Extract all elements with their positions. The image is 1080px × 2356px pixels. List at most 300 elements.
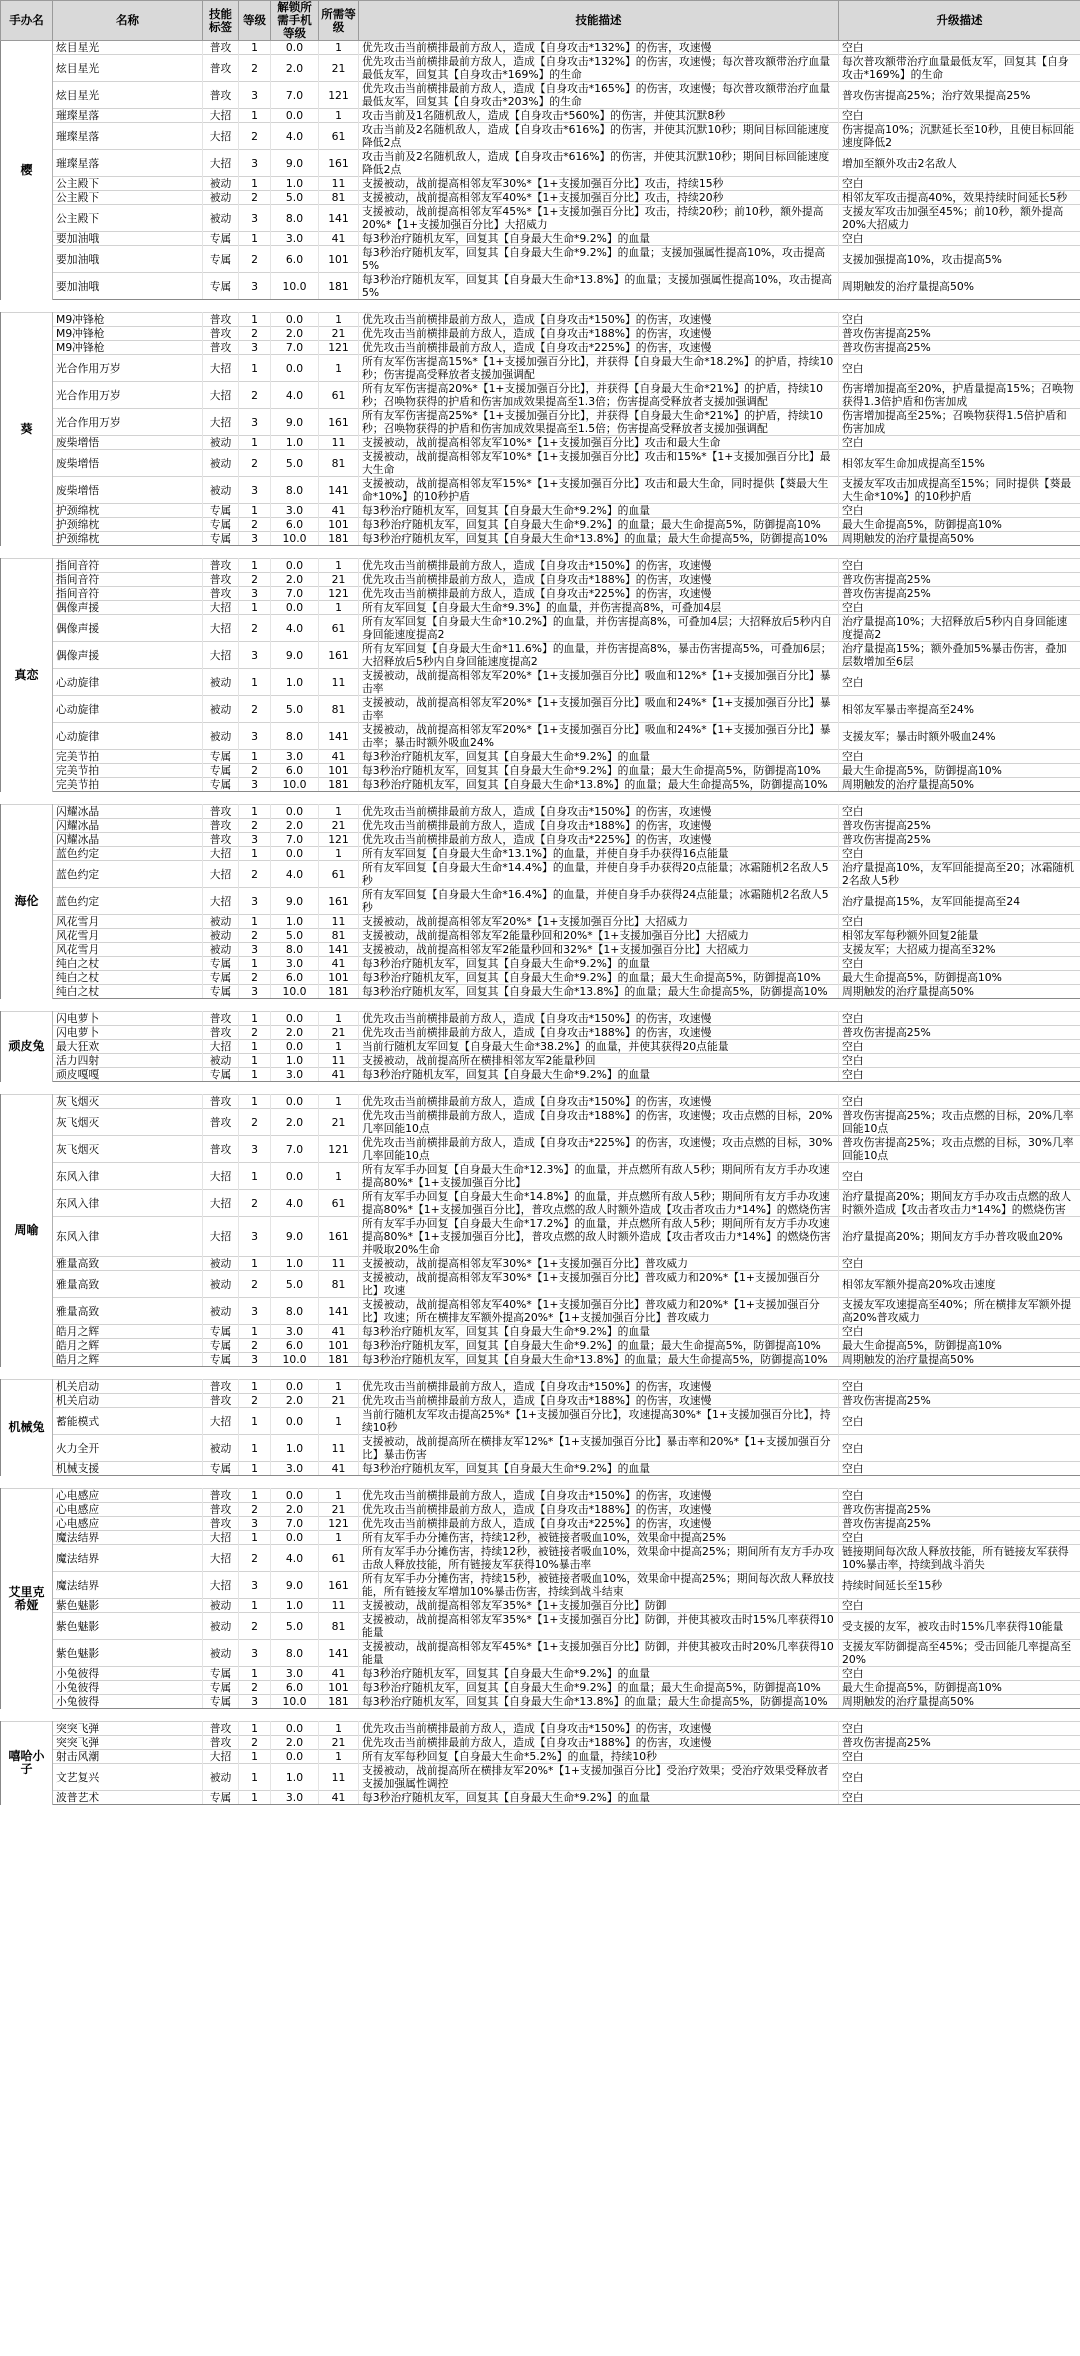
- required-level: 181: [319, 273, 359, 300]
- level: 2: [239, 1026, 271, 1040]
- skill-description: 所有友军每秒回复【自身最大生命*5.2%】的血量，持续10秒: [359, 1750, 839, 1764]
- skill-name: 闪电萝卜: [53, 1026, 203, 1040]
- level: 2: [239, 55, 271, 82]
- level: 1: [239, 1722, 271, 1736]
- required-level: 21: [319, 1026, 359, 1040]
- table-row: [1, 1489, 1080, 1503]
- skill-tag: 专属: [203, 1791, 239, 1805]
- upgrade-description: 治疗量提高20%；期间友方手办普攻吸血20%: [839, 1217, 1080, 1257]
- skill-description: 每3秒治疗随机友军，回复其【自身最大生命*9.2%】的血量: [359, 504, 839, 518]
- level: 3: [239, 778, 271, 792]
- skill-tag: 普攻: [203, 341, 239, 355]
- upgrade-description: 最大生命提高5%，防御提高10%: [839, 518, 1080, 532]
- skill-tag: 专属: [203, 957, 239, 971]
- unlock-phone-level: 5.0: [271, 450, 319, 477]
- header-skill-tag: 技能标签: [203, 1, 239, 41]
- skill-tag: 大招: [203, 601, 239, 615]
- figure-section: [1, 1380, 1080, 1476]
- skill-tag: 大招: [203, 861, 239, 888]
- figure-name: 樱: [1, 41, 53, 300]
- unlock-phone-level: 4.0: [271, 123, 319, 150]
- unlock-phone-level: 9.0: [271, 1217, 319, 1257]
- level: 3: [239, 205, 271, 232]
- skill-tag: 大招: [203, 1572, 239, 1599]
- required-level: 161: [319, 150, 359, 177]
- unlock-phone-level: 7.0: [271, 587, 319, 601]
- skill-description: 优先攻击当前横排最前方敌人，造成【自身攻击*188%】的伤害，攻速慢；攻击点燃的目标，20%几率回能10点: [359, 1109, 839, 1136]
- upgrade-description: 周期触发的治疗量提高50%: [839, 985, 1080, 999]
- skill-description: 每3秒治疗随机友军，回复其【自身最大生命*9.2%】的血量；最大生命提高5%，防御提高10%: [359, 1681, 839, 1695]
- level: 3: [239, 587, 271, 601]
- skill-description: 支援被动，战前提高相邻友军30%*【1+支援加强百分比】普攻威力和20%*【1+支援加强百分比】攻速: [359, 1271, 839, 1298]
- table-row: [1, 587, 1080, 601]
- table-row: [1, 327, 1080, 341]
- skill-description: 优先攻击当前横排最前方敌人，造成【自身攻击*150%】的伤害，攻速慢: [359, 1489, 839, 1503]
- upgrade-description: 空白: [839, 1257, 1080, 1271]
- upgrade-description: 受支援的友军，被攻击时15%几率获得10能量: [839, 1613, 1080, 1640]
- skill-description: 当前行随机友军回复【自身最大生命*38.2%】的血量，并使其获得20点能量: [359, 1040, 839, 1054]
- required-level: 141: [319, 1298, 359, 1325]
- unlock-phone-level: 2.0: [271, 1503, 319, 1517]
- level: 1: [239, 1764, 271, 1791]
- unlock-phone-level: 4.0: [271, 382, 319, 409]
- skill-description: 支援被动，战前提高相邻友军20%*【1+支援加强百分比】吸血和12%*【1+支援加强百分比】暴击率: [359, 669, 839, 696]
- figure-name: 周喻: [1, 1095, 53, 1367]
- skill-tag: 被动: [203, 1640, 239, 1667]
- upgrade-description: 普攻伤害提高25%: [839, 1517, 1080, 1531]
- level: 2: [239, 1613, 271, 1640]
- skill-name: 偶像声援: [53, 601, 203, 615]
- required-level: 1: [319, 41, 359, 55]
- skill-name: 紫色魅影: [53, 1640, 203, 1667]
- skill-description: 支援被动，战前提高相邻友军35%*【1+支援加强百分比】防御: [359, 1599, 839, 1613]
- level: 2: [239, 382, 271, 409]
- upgrade-description: 空白: [839, 750, 1080, 764]
- required-level: 101: [319, 1681, 359, 1695]
- level: 3: [239, 1217, 271, 1257]
- skill-description: 所有友军手办分摊伤害，持续12秒，被链接者吸血10%，效果命中提高25%；期间所有友方手办攻击敌人释放技能，所有链接友军获得10%暴击率: [359, 1545, 839, 1572]
- skill-name: 心动旋律: [53, 696, 203, 723]
- upgrade-description: 空白: [839, 436, 1080, 450]
- level: 1: [239, 355, 271, 382]
- level: 1: [239, 1489, 271, 1503]
- skill-description: 优先攻击当前横排最前方敌人，造成【自身攻击*165%】的伤害，攻速慢；每次普攻额带治疗血量最低友军，回复其【自身攻击*203%】的生命: [359, 82, 839, 109]
- upgrade-description: 空白: [839, 1531, 1080, 1545]
- level: 1: [239, 1408, 271, 1435]
- upgrade-description: 空白: [839, 669, 1080, 696]
- table-row: [1, 1695, 1080, 1709]
- required-level: 101: [319, 764, 359, 778]
- skill-tag: 专属: [203, 750, 239, 764]
- skill-name: 炫目星光: [53, 82, 203, 109]
- unlock-phone-level: 5.0: [271, 696, 319, 723]
- figure-name: 机械兔: [1, 1380, 53, 1476]
- skill-description: 支援被动，战前提高相邻友军45%*【1+支援加强百分比】攻击，持续20秒；前10秒，额外提高20%*【1+支援加强百分比】大招威力: [359, 205, 839, 232]
- upgrade-description: 持续时间延长至15秒: [839, 1572, 1080, 1599]
- skill-name: 炫目星光: [53, 41, 203, 55]
- skill-tag: 大招: [203, 642, 239, 669]
- skill-tag: 被动: [203, 477, 239, 504]
- skill-tag: 普攻: [203, 1503, 239, 1517]
- skill-description: 每3秒治疗随机友军，回复其【自身最大生命*9.2%】的血量；最大生命提高5%，防御提高10%: [359, 518, 839, 532]
- upgrade-description: 普攻伤害提高25%: [839, 327, 1080, 341]
- required-level: 121: [319, 1517, 359, 1531]
- required-level: 1: [319, 847, 359, 861]
- unlock-phone-level: 1.0: [271, 1054, 319, 1068]
- table-row: [1, 943, 1080, 957]
- skill-tag: 普攻: [203, 819, 239, 833]
- table-row: [1, 1012, 1080, 1026]
- table-row: [1, 1408, 1080, 1435]
- skill-name: 东风入律: [53, 1217, 203, 1257]
- upgrade-description: 最大生命提高5%，防御提高10%: [839, 1339, 1080, 1353]
- skill-name: 蓄能模式: [53, 1408, 203, 1435]
- required-level: 21: [319, 327, 359, 341]
- figure-section: [1, 313, 1080, 546]
- unlock-phone-level: 0.0: [271, 601, 319, 615]
- table-row: [1, 642, 1080, 669]
- required-level: 1: [319, 1380, 359, 1394]
- skill-tag: 被动: [203, 929, 239, 943]
- upgrade-description: 支援友军；大招威力提高至32%: [839, 943, 1080, 957]
- skill-name: M9冲锋枪: [53, 341, 203, 355]
- unlock-phone-level: 0.0: [271, 559, 319, 573]
- required-level: 41: [319, 1462, 359, 1476]
- skill-name: 闪耀冰晶: [53, 833, 203, 847]
- skill-tag: 普攻: [203, 1517, 239, 1531]
- table-row: [1, 778, 1080, 792]
- level: 2: [239, 1736, 271, 1750]
- unlock-phone-level: 1.0: [271, 1599, 319, 1613]
- level: 1: [239, 232, 271, 246]
- header-required-level: 所需等级: [319, 1, 359, 41]
- table-row: [1, 1095, 1080, 1109]
- table-row: [1, 1380, 1080, 1394]
- required-level: 141: [319, 205, 359, 232]
- level: 1: [239, 1750, 271, 1764]
- skill-name: 纯白之杖: [53, 985, 203, 999]
- level: 2: [239, 1339, 271, 1353]
- table-row: [1, 1394, 1080, 1408]
- figure-section: [1, 1095, 1080, 1367]
- skill-tag: 大招: [203, 888, 239, 915]
- table-row: [1, 273, 1080, 300]
- skill-name: 要加油哦: [53, 273, 203, 300]
- skill-name: 偶像声援: [53, 642, 203, 669]
- figure-section: [1, 1722, 1080, 1805]
- table-row: [1, 1325, 1080, 1339]
- level: 3: [239, 1136, 271, 1163]
- skill-tag: 普攻: [203, 1109, 239, 1136]
- level: 1: [239, 669, 271, 696]
- skill-tag: 普攻: [203, 55, 239, 82]
- level: 1: [239, 915, 271, 929]
- required-level: 121: [319, 833, 359, 847]
- unlock-phone-level: 3.0: [271, 1791, 319, 1805]
- upgrade-description: 普攻伤害提高25%: [839, 1026, 1080, 1040]
- table-row: [1, 82, 1080, 109]
- unlock-phone-level: 0.0: [271, 1040, 319, 1054]
- skill-description: 所有友军手办回复【自身最大生命*17.2%】的血量，并点燃所有敌人5秒；期间所有友方手办攻速提高80%*【1+支援加强百分比】，普攻点燃的敌人时额外造成【攻击者攻击力*14%】的燃烧伤害并吸取20%生命: [359, 1217, 839, 1257]
- required-level: 1: [319, 1722, 359, 1736]
- upgrade-description: 普攻伤害提高25%；攻击点燃的目标，20%几率回能10点: [839, 1109, 1080, 1136]
- skill-tag: 被动: [203, 205, 239, 232]
- required-level: 1: [319, 1163, 359, 1190]
- skill-description: 支援被动，战前提高相邻友军35%*【1+支援加强百分比】防御，并使其被攻击时15%几率获得10能量: [359, 1613, 839, 1640]
- skill-tag: 普攻: [203, 573, 239, 587]
- skill-description: 支援被动，战前提高相邻友军2能量秒回和20%*【1+支援加强百分比】大招威力: [359, 929, 839, 943]
- table-row: [1, 805, 1080, 819]
- unlock-phone-level: 1.0: [271, 915, 319, 929]
- level: 3: [239, 150, 271, 177]
- upgrade-description: 周期触发的治疗量提高50%: [839, 532, 1080, 546]
- unlock-phone-level: 10.0: [271, 778, 319, 792]
- unlock-phone-level: 3.0: [271, 504, 319, 518]
- unlock-phone-level: 4.0: [271, 1545, 319, 1572]
- unlock-phone-level: 9.0: [271, 642, 319, 669]
- figure-name: 艾里克希娅: [1, 1489, 53, 1709]
- upgrade-description: 周期触发的治疗量提高50%: [839, 1353, 1080, 1367]
- skill-name: 风花雪月: [53, 929, 203, 943]
- upgrade-description: 伤害增加提高至25%；召唤物获得1.5倍护盾和伤害加成: [839, 409, 1080, 436]
- level: 2: [239, 615, 271, 642]
- level: 2: [239, 696, 271, 723]
- skill-tag: 被动: [203, 669, 239, 696]
- table-row: [1, 559, 1080, 573]
- upgrade-description: 周期触发的治疗量提高50%: [839, 1695, 1080, 1709]
- header-figure-name: 手办名: [1, 1, 53, 41]
- skill-tag: 大招: [203, 1545, 239, 1572]
- skill-tag: 普攻: [203, 1095, 239, 1109]
- upgrade-description: 空白: [839, 177, 1080, 191]
- unlock-phone-level: 8.0: [271, 477, 319, 504]
- required-level: 1: [319, 313, 359, 327]
- table-row: [1, 313, 1080, 327]
- required-level: 1: [319, 1012, 359, 1026]
- skill-name: 射击风潮: [53, 1750, 203, 1764]
- section-gap: [1, 1709, 1080, 1722]
- skill-name: 灰飞烟灭: [53, 1136, 203, 1163]
- upgrade-description: 空白: [839, 1040, 1080, 1054]
- required-level: 41: [319, 1667, 359, 1681]
- skill-description: 优先攻击当前横排最前方敌人，造成【自身攻击*188%】的伤害，攻速慢: [359, 1503, 839, 1517]
- required-level: 41: [319, 1068, 359, 1082]
- skill-tag: 大招: [203, 1750, 239, 1764]
- unlock-phone-level: 1.0: [271, 177, 319, 191]
- skill-description: 所有友军手办分摊伤害，持续12秒，被链接者吸血10%，效果命中提高25%: [359, 1531, 839, 1545]
- skill-description: 优先攻击当前横排最前方敌人，造成【自身攻击*150%】的伤害，攻速慢: [359, 805, 839, 819]
- skill-tag: 专属: [203, 985, 239, 999]
- skill-tag: 被动: [203, 191, 239, 205]
- unlock-phone-level: 4.0: [271, 615, 319, 642]
- skill-description: 所有友军回复【自身最大生命*11.6%】的血量，并伤害提高8%，暴击伤害提高5%，可叠加6层；大招释放后5秒内自身回能速度提高2: [359, 642, 839, 669]
- level: 3: [239, 1298, 271, 1325]
- skill-tag: 专属: [203, 1325, 239, 1339]
- skill-name: 璀璨星落: [53, 109, 203, 123]
- upgrade-description: 空白: [839, 1163, 1080, 1190]
- table-row: [1, 1531, 1080, 1545]
- upgrade-description: 治疗量提高15%；额外叠加5%暴击伤害，叠加层数增加至6层: [839, 642, 1080, 669]
- figure-section: [1, 559, 1080, 792]
- required-level: 101: [319, 518, 359, 532]
- table-row: [1, 1545, 1080, 1572]
- skill-name: 废柴增悟: [53, 436, 203, 450]
- upgrade-description: 普攻伤害提高25%: [839, 1736, 1080, 1750]
- required-level: 61: [319, 1190, 359, 1217]
- skill-description: 每3秒治疗随机友军，回复其【自身最大生命*13.8%】的血量；最大生命提高5%，防御提高10%: [359, 778, 839, 792]
- skill-description: 所有友军手办分摊伤害，持续15秒，被链接者吸血10%，效果命中提高25%；期间每次敌人释放技能，所有链接友军增加10%暴击伤害，持续到战斗结束: [359, 1572, 839, 1599]
- required-level: 21: [319, 1109, 359, 1136]
- level: 2: [239, 1394, 271, 1408]
- skill-tag: 普攻: [203, 833, 239, 847]
- skill-tag: 专属: [203, 1681, 239, 1695]
- skill-name: 皓月之辉: [53, 1353, 203, 1367]
- unlock-phone-level: 3.0: [271, 1325, 319, 1339]
- upgrade-description: 空白: [839, 1325, 1080, 1339]
- skill-name: 机械支援: [53, 1462, 203, 1476]
- unlock-phone-level: 1.0: [271, 1764, 319, 1791]
- upgrade-description: 支援友军防御提高至45%；受击回能几率提高至20%: [839, 1640, 1080, 1667]
- table-row: [1, 750, 1080, 764]
- unlock-phone-level: 9.0: [271, 1572, 319, 1599]
- level: 3: [239, 723, 271, 750]
- skill-tag: 被动: [203, 1613, 239, 1640]
- unlock-phone-level: 5.0: [271, 1271, 319, 1298]
- table-row: [1, 518, 1080, 532]
- skill-tag: 专属: [203, 246, 239, 273]
- table-row: [1, 1054, 1080, 1068]
- upgrade-description: 链接期间每次敌人释放技能，所有链接友军获得10%暴击率，持续到战斗消失: [839, 1545, 1080, 1572]
- table-row: [1, 1736, 1080, 1750]
- unlock-phone-level: 1.0: [271, 1435, 319, 1462]
- level: 1: [239, 957, 271, 971]
- table-row: [1, 205, 1080, 232]
- table-row: [1, 888, 1080, 915]
- unlock-phone-level: 10.0: [271, 1695, 319, 1709]
- level: 1: [239, 601, 271, 615]
- skill-name: 皓月之辉: [53, 1339, 203, 1353]
- skill-name: 完美节拍: [53, 778, 203, 792]
- unlock-phone-level: 0.0: [271, 1750, 319, 1764]
- section-gap: [1, 999, 1080, 1012]
- required-level: 61: [319, 382, 359, 409]
- skill-description: 攻击当前及2名随机敌人，造成【自身攻击*616%】的伤害，并使其沉默10秒；期间目标回能速度降低2点: [359, 123, 839, 150]
- required-level: 11: [319, 1054, 359, 1068]
- upgrade-description: 最大生命提高5%，防御提高10%: [839, 971, 1080, 985]
- upgrade-description: 治疗量提高15%，友军回能提高至24: [839, 888, 1080, 915]
- unlock-phone-level: 8.0: [271, 1640, 319, 1667]
- required-level: 41: [319, 232, 359, 246]
- unlock-phone-level: 6.0: [271, 1681, 319, 1695]
- required-level: 1: [319, 355, 359, 382]
- skill-name: 完美节拍: [53, 750, 203, 764]
- skill-description: 每3秒治疗随机友军，回复其【自身最大生命*9.2%】的血量: [359, 1791, 839, 1805]
- figure-name: 顽皮兔: [1, 1012, 53, 1082]
- skill-description: 优先攻击当前横排最前方敌人，造成【自身攻击*188%】的伤害，攻速慢: [359, 1394, 839, 1408]
- unlock-phone-level: 2.0: [271, 55, 319, 82]
- section-gap: [1, 546, 1080, 559]
- skill-description: 每3秒治疗随机友军，回复其【自身最大生命*9.2%】的血量；最大生命提高5%，防御提高10%: [359, 971, 839, 985]
- skill-description: 优先攻击当前横排最前方敌人，造成【自身攻击*132%】的伤害，攻速慢；每次普攻额带治疗血量最低友军，回复其【自身攻击*169%】的生命: [359, 55, 839, 82]
- skill-description: 支援被动，战前提高相邻友军2能量秒回和32%*【1+支援加强百分比】大招威力: [359, 943, 839, 957]
- upgrade-description: 支援加强提高10%，攻击提高5%: [839, 246, 1080, 273]
- required-level: 81: [319, 696, 359, 723]
- skill-name: 雅量高致: [53, 1298, 203, 1325]
- unlock-phone-level: 2.0: [271, 1394, 319, 1408]
- required-level: 81: [319, 191, 359, 205]
- upgrade-description: 伤害增加提高至20%，护盾量提高15%；召唤物获得1.3倍护盾和伤害加成: [839, 382, 1080, 409]
- skill-description: 每3秒治疗随机友军，回复其【自身最大生命*13.8%】的血量；最大生命提高5%，防御提高10%: [359, 532, 839, 546]
- level: 3: [239, 1572, 271, 1599]
- upgrade-description: 空白: [839, 1462, 1080, 1476]
- unlock-phone-level: 0.0: [271, 1380, 319, 1394]
- level: 1: [239, 1667, 271, 1681]
- required-level: 161: [319, 409, 359, 436]
- unlock-phone-level: 6.0: [271, 971, 319, 985]
- skill-name: 纯白之杖: [53, 957, 203, 971]
- unlock-phone-level: 9.0: [271, 409, 319, 436]
- level: 3: [239, 985, 271, 999]
- unlock-phone-level: 8.0: [271, 1298, 319, 1325]
- unlock-phone-level: 6.0: [271, 518, 319, 532]
- level: 3: [239, 532, 271, 546]
- skill-description: 优先攻击当前横排最前方敌人，造成【自身攻击*150%】的伤害，攻速慢: [359, 559, 839, 573]
- level: 1: [239, 436, 271, 450]
- skill-name: 公主殿下: [53, 177, 203, 191]
- skill-description: 每3秒治疗随机友军，回复其【自身最大生命*9.2%】的血量: [359, 957, 839, 971]
- skill-description: 优先攻击当前横排最前方敌人，造成【自身攻击*150%】的伤害，攻速慢: [359, 1722, 839, 1736]
- table-row: [1, 1026, 1080, 1040]
- table-row: [1, 191, 1080, 205]
- skill-description: 支援被动，战前提高相邻友军30%*【1+支援加强百分比】攻击，持续15秒: [359, 177, 839, 191]
- required-level: 161: [319, 1572, 359, 1599]
- level: 1: [239, 1012, 271, 1026]
- skill-description: 每3秒治疗随机友军，回复其【自身最大生命*9.2%】的血量；支援加强属性提高10%，攻击提高5%: [359, 246, 839, 273]
- skill-description: 所有友军回复【自身最大生命*16.4%】的血量，并使自身手办获得24点能量；冰霜随机2名敌人5秒: [359, 888, 839, 915]
- skill-description: 支援被动，战前提高所在横排友军20%*【1+支援加强百分比】受治疗效果；受治疗效果受释放者支援加强属性调控: [359, 1764, 839, 1791]
- table-row: [1, 764, 1080, 778]
- skill-tag: 被动: [203, 1599, 239, 1613]
- skill-name: 突突飞弹: [53, 1736, 203, 1750]
- skill-name: 风花雪月: [53, 943, 203, 957]
- table-row: [1, 1722, 1080, 1736]
- skill-description: 每3秒治疗随机友军，回复其【自身最大生命*13.8%】的血量；最大生命提高5%，防御提高10%: [359, 1695, 839, 1709]
- skill-name: M9冲锋枪: [53, 313, 203, 327]
- table-row: [1, 833, 1080, 847]
- level: 1: [239, 1599, 271, 1613]
- table-row: [1, 1353, 1080, 1367]
- upgrade-description: 周期触发的治疗量提高50%: [839, 273, 1080, 300]
- level: 2: [239, 1109, 271, 1136]
- table-row: [1, 601, 1080, 615]
- skill-description: 所有友军回复【自身最大生命*9.3%】的血量，并伤害提高8%，可叠加4层: [359, 601, 839, 615]
- upgrade-description: 空白: [839, 1791, 1080, 1805]
- skill-name: 紫色魅影: [53, 1613, 203, 1640]
- skill-description: 支援被动，战前提高相邻友军40%*【1+支援加强百分比】普攻威力和20%*【1+支援加强百分比】攻速；所在横排友军额外提高20%*【1+支援加强百分比】普攻威力: [359, 1298, 839, 1325]
- level: 3: [239, 341, 271, 355]
- required-level: 11: [319, 1257, 359, 1271]
- skill-name: 废柴增悟: [53, 477, 203, 504]
- skill-name: 心动旋律: [53, 669, 203, 696]
- skill-tag: 专属: [203, 532, 239, 546]
- level: 1: [239, 1380, 271, 1394]
- table-row: [1, 985, 1080, 999]
- table-row: [1, 1217, 1080, 1257]
- required-level: 1: [319, 1408, 359, 1435]
- unlock-phone-level: 0.0: [271, 355, 319, 382]
- required-level: 1: [319, 109, 359, 123]
- unlock-phone-level: 9.0: [271, 150, 319, 177]
